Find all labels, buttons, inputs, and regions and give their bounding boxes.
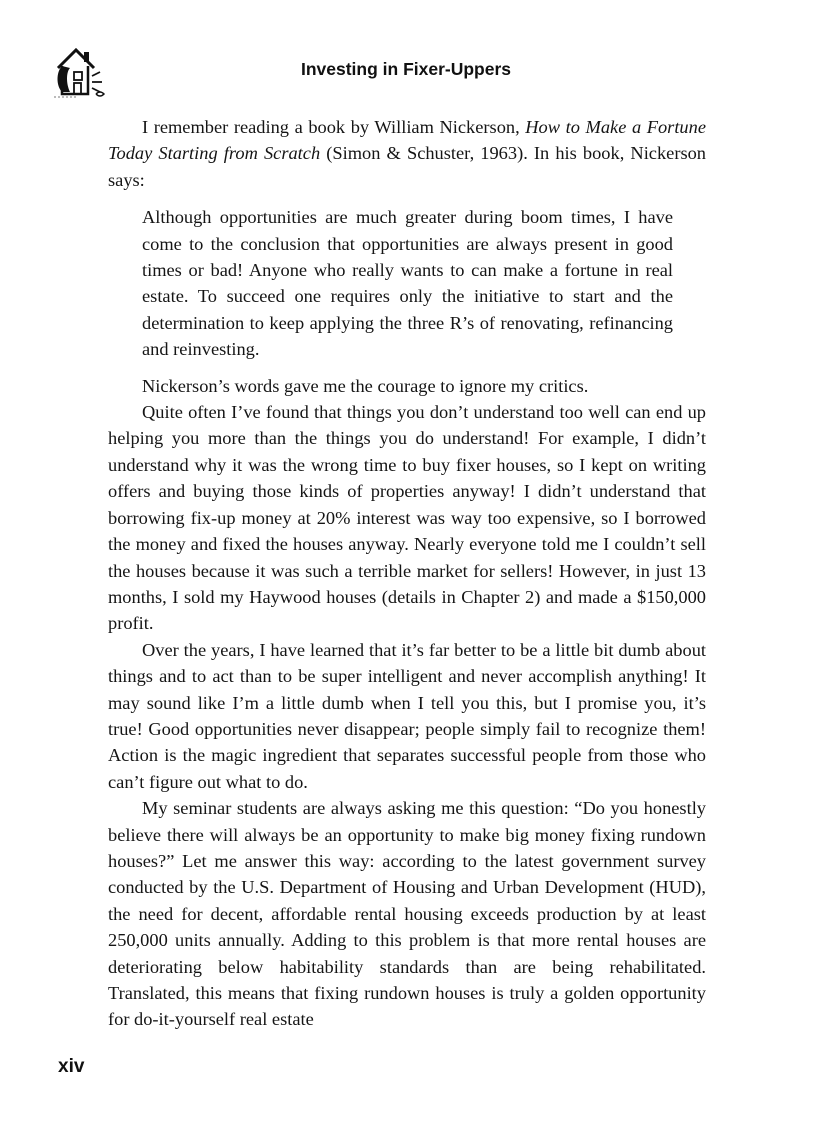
block-quote	[142, 204, 673, 362]
intro-text: I remember reading a book by William Nickerson,	[142, 117, 526, 137]
paragraph-intro	[108, 114, 706, 193]
intro-text-end: (Simon & Schuster, 1963). In his book, Nickerson says:	[108, 143, 707, 190]
quote-text: Although opportunities are much greater during boom times, I have come to the conclusion that opportunities are always present in good times or bad! Anyone who really wants to can make a fortune in real estate. To succeed one requires only the initiative to start and the determination to keep applying the three R’s of renovating, refinancing and reinvesting.	[142, 207, 673, 360]
book-title: How to Make a Fortune Today Starting from Scratch	[108, 117, 706, 164]
paragraph-courage: Nickerson’s words gave me the courage to ignore my critics.	[142, 375, 589, 396]
running-head: Investing in Fixer-Uppers	[300, 59, 512, 79]
paragraph-dumb: Over the years, I have learned that it’s far better to be a little bit dumb about things and to act than to be super intelligent and never accomplish anything! It may sound like I’m a little dumb when I tell you this, but I promise you, it’s true! Good opportunities never disappear; people simply fail to recognize them! Action is the magic ingredient that separates successful people from those who can’t figure out what to do.	[108, 639, 706, 792]
paragraph-seminar: My seminar students are always asking me this question: “Do you honestly believe there will always be an opportunity to make big money fixing rundown houses?” Let me answer this way: according to the latest government survey conducted by the U.S. Department of Housing and Urban Development (HUD), the need for decent, affordable rental housing exceeds production by at least 250,000 units annually. Adding to this problem is that more rental houses are deteriorating below habitability standards than are being rehabilitated. Translated, this means that fixing rundown houses is truly a golden opportunity for do-it-yourself real estate	[108, 798, 706, 1030]
fixer-house-icon	[52, 42, 110, 102]
page-number: xiv	[58, 1056, 85, 1077]
paragraph-understanding: Quite often I’ve found that things you don’t understand too well can end up helping you more than the things you do understand! For example, I didn’t understand why it was the wrong time to buy fixer houses, so I kept on writing offers and buying those kinds of properties anyway! I didn’t understand that borrowing fix-up money at 20% interest was way too expensive, so I borrowed the money and fixed the houses anyway. Nearly everyone told me I couldn’t sell the houses because it was such a terrible market for sellers! However, in just 13 months, I sold my Haywood houses (details in Chapter 2) and made a $150,000 profit.	[108, 402, 706, 634]
body-text	[108, 114, 706, 1033]
